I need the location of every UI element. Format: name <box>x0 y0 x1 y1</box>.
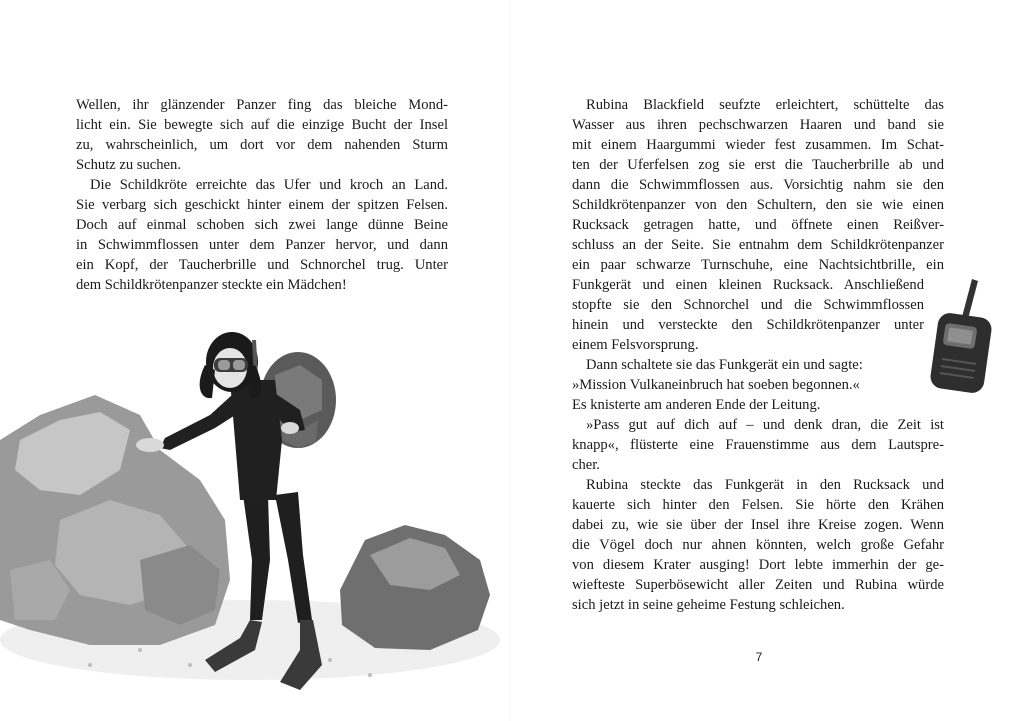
text-line: »Pass gut auf dich auf – und denk dran, die Zeit ist <box>586 417 944 433</box>
text-line: Doch auf einmal schoben sich zwei lange dünne Beine <box>76 217 448 233</box>
text-line: ein Kopf, der Taucherbrille und Schnorchel trug. Unter <box>76 257 448 273</box>
text-line: sich jetzt in seine geheime Festung schleichen. <box>572 597 845 613</box>
text-line: schluss an der Seite. Sie entnahm dem Schildkrötenpanzer <box>572 237 944 253</box>
text-line: Rubina Blackfield seufzte erleichtert, schüttelte das <box>586 97 944 113</box>
text-line: dabei zu, wie sie über der Insel ihre Kreise zogen. Wenn <box>572 517 944 533</box>
text-line: mit einem Haargummi wieder fest zusammen. Im Schat- <box>572 137 944 153</box>
text-line: Schutz zu suchen. <box>76 157 181 173</box>
text-line: Schildkrötenpanzer von den Schultern, den sie wie einen <box>572 197 944 213</box>
text-line: Dann schaltete sie das Funkgerät ein und sagte: <box>586 357 863 373</box>
left-page-text <box>76 95 448 295</box>
text-line: Wasser aus ihren pechschwarzen Haaren und band sie <box>572 117 944 133</box>
text-line: Rubina steckte das Funkgerät in den Rucksack und <box>586 477 944 493</box>
text-line: kauerte sich hinter den Felsen. Sie hörte den Krähen <box>572 497 944 513</box>
text-line: »Mission Vulkaneinbruch hat soeben begonnen.« <box>572 377 860 393</box>
right-page <box>510 0 1020 721</box>
text-line: in Schwimmflossen unter dem Panzer hervor, und dann <box>76 237 448 253</box>
text-line: ein paar schwarze Turnschuhe, eine Nachtsichtbrille, ein <box>572 257 944 273</box>
text-line: einem Felsvorsprung. <box>572 337 699 353</box>
text-line: Es knisterte am anderen Ende der Leitung. <box>572 397 821 413</box>
text-line: ten der Uferfelsen zog sie erst die Taucherbrille ab und <box>572 157 944 173</box>
text-line: licht ein. Sie bewegte sich auf die einzige Bucht der Insel <box>76 117 448 133</box>
girl-with-turtle-shell-illustration <box>0 320 500 700</box>
text-line: Wellen, ihr glänzender Panzer fing das bleiche Mond- <box>76 97 448 113</box>
text-line: knapp«, flüsterte eine Frauenstimme aus dem Lautspre- <box>572 437 944 453</box>
text-line: stopfte sie den Schnorchel und die Schwimmflossen <box>572 297 924 313</box>
text-line: dem Schildkrötenpanzer steckte ein Mädchen! <box>76 277 347 293</box>
text-line: Funkgerät und einen kleinen Rucksack. Anschließend <box>572 277 924 293</box>
text-line: zu, wahrscheinlich, um dort vor dem nahenden Sturm <box>76 137 448 153</box>
page-number: 7 <box>755 650 763 664</box>
text-line: Rucksack getragen hatte, und öffnete einen Reißver- <box>572 217 944 233</box>
text-line: Sie verbarg sich geschickt hinter einem der spitzen Felsen. <box>76 197 448 213</box>
text-line: Die Schildkröte erreichte das Ufer und kroch an Land. <box>90 177 448 193</box>
text-line: die Vögel doch nur ahnen könnten, welch große Gefahr <box>572 537 944 553</box>
text-line: dann die Schwimmflossen aus. Vorsichtig nahm sie den <box>572 177 944 193</box>
text-line: von diesem Krater ausging! Dort lebte immerhin der ge- <box>572 557 944 573</box>
text-line: cher. <box>572 457 600 473</box>
text-line: hinein und versteckte den Schildkrötenpanzer unter <box>572 317 924 333</box>
text-line: wiefteste Superbösewicht aller Zeiten und Rubina würde <box>572 577 944 593</box>
walkie-talkie-icon <box>920 275 1000 395</box>
right-page-text <box>572 95 944 615</box>
